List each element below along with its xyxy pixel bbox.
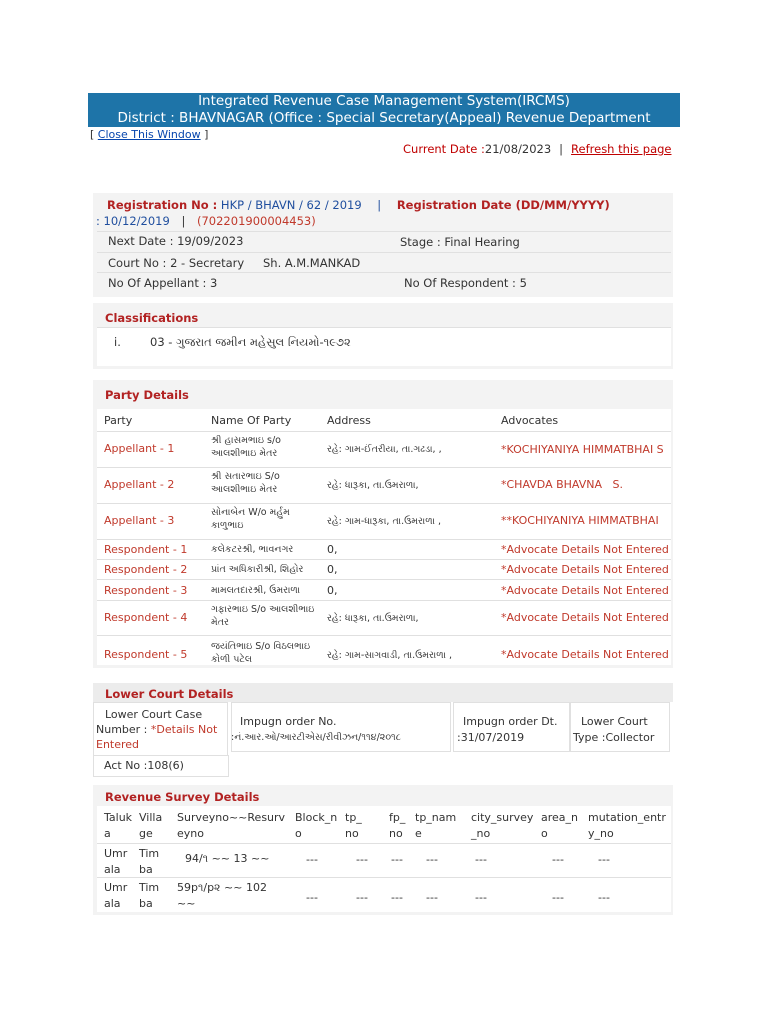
registration-separator-2: |: [181, 214, 186, 228]
party-role: Appellant - 2: [104, 478, 175, 491]
survey-number: 94/૧ ~~ 13 ~~: [185, 852, 270, 865]
lower-court-type-label: Lower Court: [581, 715, 648, 728]
impugn-order-no-label: Impugn order No.: [240, 715, 337, 728]
survey-village: Timba: [139, 847, 160, 876]
impugn-order-no-value: :નં.આર.ઓ/આરટીએસ/રીવીઝન/૧૧૪/૨૦૧૮: [231, 732, 401, 743]
party-address: 0,: [327, 543, 338, 556]
lower-court-case-number: [96, 707, 222, 752]
survey-area: ---: [552, 891, 564, 904]
party-address: 0,: [327, 584, 338, 597]
party-address: રહે: ધારૂકા, તા.ઉમરાળા,: [327, 480, 419, 491]
party-advocate: *Advocate Details Not Entered: [501, 611, 669, 624]
party-name: ગફારભાઇ S/o આલશીભાઇ મેતર: [211, 604, 315, 628]
survey-col-tp: tp_no: [345, 811, 362, 840]
party-address: રહે: ગામ-સાગવાડી, તા.ઉમરાળા ,: [327, 650, 453, 661]
no-of-appellant: No Of Appellant : 3: [108, 276, 218, 290]
survey-col-citysurvey: city_survey_no: [471, 811, 534, 840]
bracket-close: ]: [200, 128, 209, 141]
party-col-address: Address: [327, 414, 371, 427]
act-no: Act No :108(6): [104, 759, 184, 772]
party-role: Respondent - 5: [104, 648, 188, 661]
party-role: Respondent - 3: [104, 584, 188, 597]
party-name: મામલતદારશ્રી, ઉમરાળા: [211, 585, 301, 596]
survey-city: ---: [475, 853, 487, 866]
survey-col-surveyno: Surveyno~~Resurveyno: [177, 811, 286, 840]
stage: Stage : Final Hearing: [400, 235, 520, 249]
current-date-value: 21/08/2023: [484, 142, 552, 156]
party-name: જયંતિભાઇ S/o વિઠલભાઇ કોળી પટેલ: [211, 641, 311, 665]
party-advocate: *Advocate Details Not Entered: [501, 543, 669, 556]
survey-village: Timba: [139, 881, 160, 910]
current-date-bar: Current Date :21/08/2023 | Refresh this page: [403, 142, 672, 156]
party-role: Respondent - 2: [104, 563, 188, 576]
party-advocate: *Advocate Details Not Entered: [501, 584, 669, 597]
party-name: સોનાબેન W/o મર્હુમ કાળુભાઇ: [211, 507, 290, 531]
classifications-heading: Classifications: [105, 311, 199, 325]
close-window-wrapper: [90, 128, 208, 141]
survey-fp: ---: [391, 891, 403, 904]
survey-col-fp: fp_no: [389, 811, 406, 840]
party-advocate: *Advocate Details Not Entered: [501, 563, 669, 576]
party-name: કલેકટરશ્રી, ભાવનગર: [211, 544, 294, 555]
party-advocate: *CHAVDA BHAVNA S.: [501, 478, 623, 491]
registration-no: HKP / BHAVN / 62 / 2019: [220, 198, 362, 212]
judge-name: Sh. A.M.MANKAD: [263, 256, 361, 270]
survey-block: ---: [306, 891, 318, 904]
party-details-heading: Party Details: [105, 388, 189, 402]
party-col-advocates: Advocates: [501, 414, 559, 427]
lower-court-case-label: Lower Court Case Number :: [96, 708, 203, 736]
party-col-party: Party: [104, 414, 133, 427]
party-role: Respondent - 1: [104, 543, 188, 556]
survey-tp: ---: [356, 853, 368, 866]
no-of-respondent: No Of Respondent : 5: [404, 276, 527, 290]
survey-col-area: area_no: [541, 811, 579, 840]
party-name: શ્રી સતારભાઇ S/o આલશીભાઇ મેતર: [211, 471, 280, 495]
registration-code: (702201900004453): [197, 214, 316, 228]
survey-tp: ---: [356, 891, 368, 904]
survey-block: ---: [306, 853, 318, 866]
survey-col-block: Block_no: [295, 811, 338, 840]
survey-area: ---: [552, 853, 564, 866]
current-date-label: Current Date :: [403, 142, 485, 156]
survey-col-tpname: tp_name: [415, 811, 457, 840]
classification-item: 03 - ગુજરાત જમીન મહેસુલ નિયમો-૧૯૭૨: [150, 335, 351, 349]
party-role: Respondent - 4: [104, 611, 188, 624]
classification-num: i.: [114, 335, 121, 349]
party-address: 0,: [327, 563, 338, 576]
survey-fp: ---: [391, 853, 403, 866]
party-address: રહે: ગામ-ધારૂકા, તા.ઉમરાળા ,: [327, 516, 441, 527]
survey-col-village: Village: [139, 811, 163, 840]
survey-tpname: ---: [426, 853, 438, 866]
lower-court-case-value: *Details Not Entered: [96, 723, 218, 751]
party-role: Appellant - 1: [104, 442, 175, 455]
survey-city: ---: [475, 891, 487, 904]
revenue-survey-heading: Revenue Survey Details: [105, 790, 260, 804]
party-col-name: Name Of Party: [211, 414, 292, 427]
registration-date-label: Registration Date (DD/MM/YYYY): [396, 198, 610, 212]
survey-number: 59p૧/p૨ ~~ 102 ~~: [177, 881, 267, 910]
survey-col-taluka: Taluka: [104, 811, 133, 840]
survey-taluka: Umrala: [104, 847, 128, 876]
party-advocate: *KOCHIYANIYA HIMMATBHAI S: [501, 443, 664, 456]
party-address: રહે: ધારૂકા, તા.ઉમરાળા,: [327, 613, 419, 624]
app-title: Integrated Revenue Case Management System(IRCMS): [88, 93, 680, 110]
party-advocate: *Advocate Details Not Entered: [501, 648, 669, 661]
party-role: Appellant - 3: [104, 514, 175, 527]
party-address: રહે: ગામ-ઈંતરીયા, તા.ગઢડા, ,: [327, 444, 442, 455]
survey-mutation: ---: [598, 891, 610, 904]
bracket-open: [: [90, 128, 98, 141]
close-window-link[interactable]: Close This Window: [97, 128, 201, 141]
registration-no-label: Registration No :: [107, 198, 218, 212]
court-no: Court No : 2 - Secretary: [108, 256, 245, 270]
survey-taluka: Umrala: [104, 881, 128, 910]
refresh-page-link[interactable]: Refresh this page: [571, 142, 672, 156]
survey-tpname: ---: [426, 891, 438, 904]
registration-separator: |: [377, 198, 382, 212]
survey-mutation: ---: [598, 853, 610, 866]
party-name: પ્રાંત અધિકારીશ્રી, શિહોર: [211, 564, 304, 575]
party-advocate: **KOCHIYANIYA HIMMATBHAI: [501, 514, 659, 527]
impugn-order-date-label: Impugn order Dt.: [463, 715, 558, 728]
survey-col-mutation: mutation_entry_no: [588, 811, 666, 840]
lower-court-type-value: Type :Collector: [573, 731, 655, 744]
impugn-order-date-value: :31/07/2019: [457, 731, 525, 744]
district-title: District : BHAVNAGAR (Office : Special Secretary(Appeal) Revenue Department Gujarat): [88, 110, 680, 127]
next-date: Next Date : 19/09/2023: [108, 234, 244, 248]
registration-date: : 10/12/2019: [96, 214, 170, 228]
lower-court-heading: Lower Court Details: [105, 687, 234, 701]
party-name: શ્રી હાસમભાઇ s/o આલશીભાઇ મેતર: [211, 435, 281, 459]
